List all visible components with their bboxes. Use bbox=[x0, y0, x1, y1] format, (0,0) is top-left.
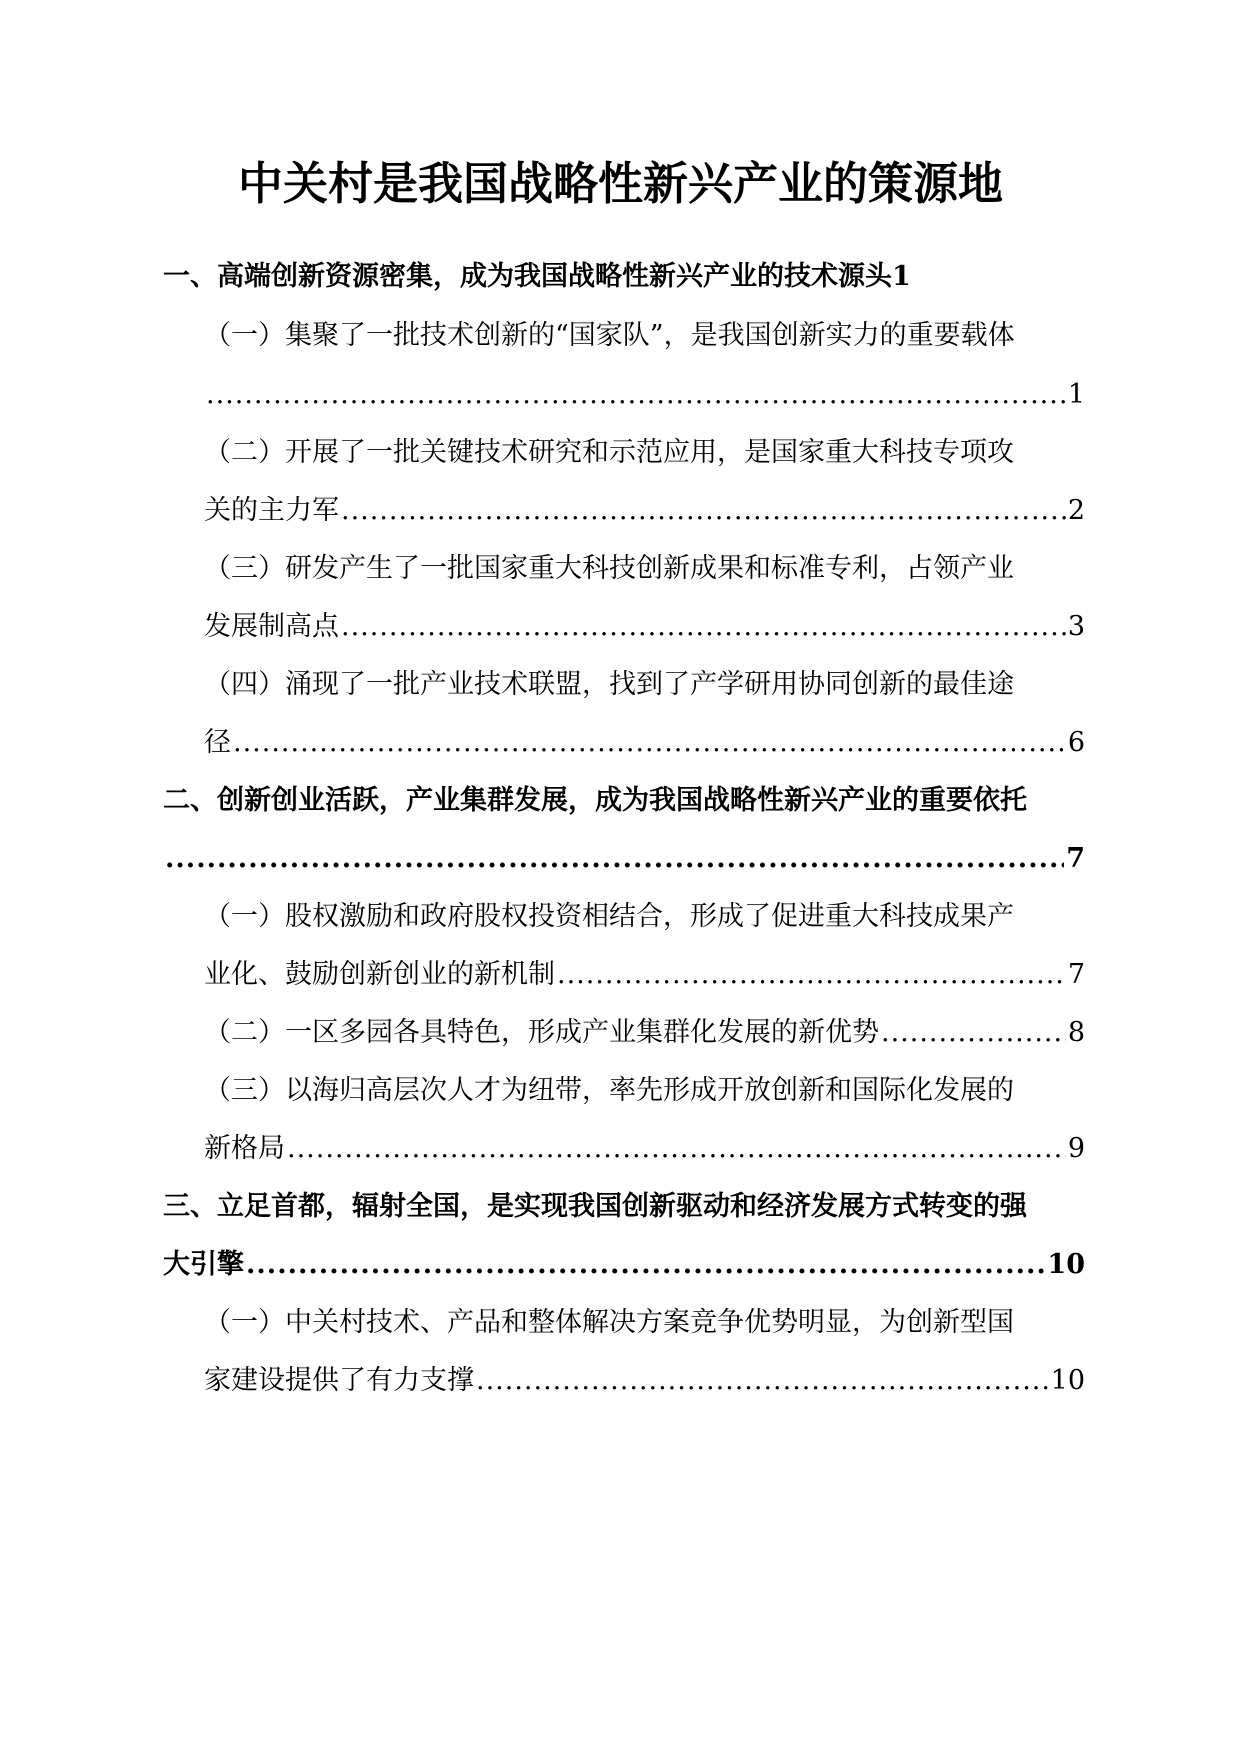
dot-leader bbox=[246, 1243, 1045, 1287]
dot-leader bbox=[341, 489, 1066, 533]
toc-subsection-2-3-cont[interactable] bbox=[204, 1127, 1085, 1171]
dot-leader bbox=[287, 1127, 1066, 1171]
toc-page-number: 9 bbox=[1067, 1133, 1085, 1164]
toc-subsection-label-cont: 发展制高点 bbox=[204, 611, 339, 642]
toc-subsection-2-3[interactable] bbox=[204, 1069, 1085, 1113]
toc-subsection-label-cont: 关的主力军 bbox=[204, 495, 339, 526]
toc-page-number: 1 bbox=[1067, 379, 1085, 410]
toc-page-number: 3 bbox=[1067, 611, 1085, 642]
toc-section-3[interactable] bbox=[163, 1185, 1085, 1229]
toc-page-number: 10 bbox=[1050, 1365, 1085, 1396]
dot-leader bbox=[881, 1011, 1066, 1055]
toc-subsection-label: （二）一区多园各具特色，形成产业集群化发展的新优势 bbox=[204, 1017, 879, 1048]
toc-page-number: 7 bbox=[1066, 843, 1085, 874]
toc-subsection-label: （一）中关村技术、产品和整体解决方案竞争优势明显，为创新型国 bbox=[204, 1307, 1014, 1338]
toc-subsection-label-cont: 径 bbox=[204, 727, 231, 758]
toc-subsection-label-cont: 新格局 bbox=[204, 1133, 285, 1164]
toc-subsection-label: （三）研发产生了一批国家重大科技创新成果和标准专利，占领产业 bbox=[204, 553, 1014, 584]
toc-subsection-label: （一）股权激励和政府股权投资相结合，形成了促进重大科技成果产 bbox=[204, 901, 1014, 932]
dot-leader bbox=[165, 837, 1064, 881]
toc-section-label: 三、立足首都，辐射全国，是实现我国创新驱动和经济发展方式转变的强 bbox=[163, 1191, 1027, 1222]
toc-section-3-cont[interactable] bbox=[163, 1243, 1085, 1287]
toc-subsection-1-3-cont[interactable] bbox=[204, 605, 1085, 649]
document-title: 中关村是我国战略性新兴产业的策源地 bbox=[237, 157, 1003, 210]
toc-subsection-3-1-cont[interactable] bbox=[204, 1359, 1085, 1403]
dot-leader bbox=[341, 605, 1066, 649]
toc-subsection-label: （四）涌现了一批产业技术联盟，找到了产学研用协同创新的最佳途 bbox=[204, 669, 1014, 700]
toc-subsection-2-2[interactable] bbox=[204, 1011, 1085, 1055]
toc-section-label: 二、创新创业活跃，产业集群发展，成为我国战略性新兴产业的重要依托 bbox=[163, 785, 1027, 816]
toc-subsection-label-cont: 业化、鼓励创新创业的新机制 bbox=[204, 959, 555, 990]
toc-page-number: 1 bbox=[892, 261, 911, 292]
toc-subsection-label: （二）开展了一批关键技术研究和示范应用，是国家重大科技专项攻 bbox=[204, 437, 1014, 468]
toc-section-label: 一、高端创新资源密集，成为我国战略性新兴产业的技术源头 bbox=[163, 261, 892, 292]
toc-subsection-label: （三）以海归高层次人才为纽带，率先形成开放创新和国际化发展的 bbox=[204, 1075, 1014, 1106]
toc-section-2-leader[interactable] bbox=[163, 837, 1085, 881]
toc-section-2[interactable] bbox=[163, 779, 1085, 823]
dot-leader bbox=[557, 953, 1066, 997]
toc-subsection-1-1-leader[interactable] bbox=[204, 373, 1085, 417]
toc-subsection-2-1[interactable] bbox=[204, 895, 1085, 939]
toc-subsection-1-2[interactable] bbox=[204, 431, 1085, 475]
toc-subsection-1-3[interactable] bbox=[204, 547, 1085, 591]
toc-subsection-label-cont: 家建设提供了有力支撑 bbox=[204, 1365, 474, 1396]
toc-page-number: 2 bbox=[1067, 495, 1085, 526]
toc-subsection-1-4-cont[interactable] bbox=[204, 721, 1085, 765]
toc-subsection-label: （一）集聚了一批技术创新的“国家队”，是我国创新实力的重要载体 bbox=[204, 320, 1015, 351]
toc-subsection-2-1-cont[interactable] bbox=[204, 953, 1085, 997]
toc-subsection-1-1[interactable] bbox=[204, 314, 1085, 358]
dot-leader bbox=[206, 373, 1066, 417]
toc-page-number: 6 bbox=[1067, 727, 1085, 758]
toc-subsection-1-4[interactable] bbox=[204, 663, 1085, 707]
toc-subsection-1-2-cont[interactable] bbox=[204, 489, 1085, 533]
dot-leader bbox=[233, 721, 1066, 765]
toc-page-number: 7 bbox=[1067, 959, 1085, 990]
toc-subsection-3-1[interactable] bbox=[204, 1301, 1085, 1345]
toc-section-label-cont: 大引擎 bbox=[163, 1249, 244, 1280]
dot-leader bbox=[476, 1359, 1049, 1403]
toc-page-number: 10 bbox=[1047, 1249, 1085, 1280]
toc-section-1[interactable] bbox=[163, 255, 1085, 299]
toc-page-number: 8 bbox=[1067, 1017, 1085, 1048]
